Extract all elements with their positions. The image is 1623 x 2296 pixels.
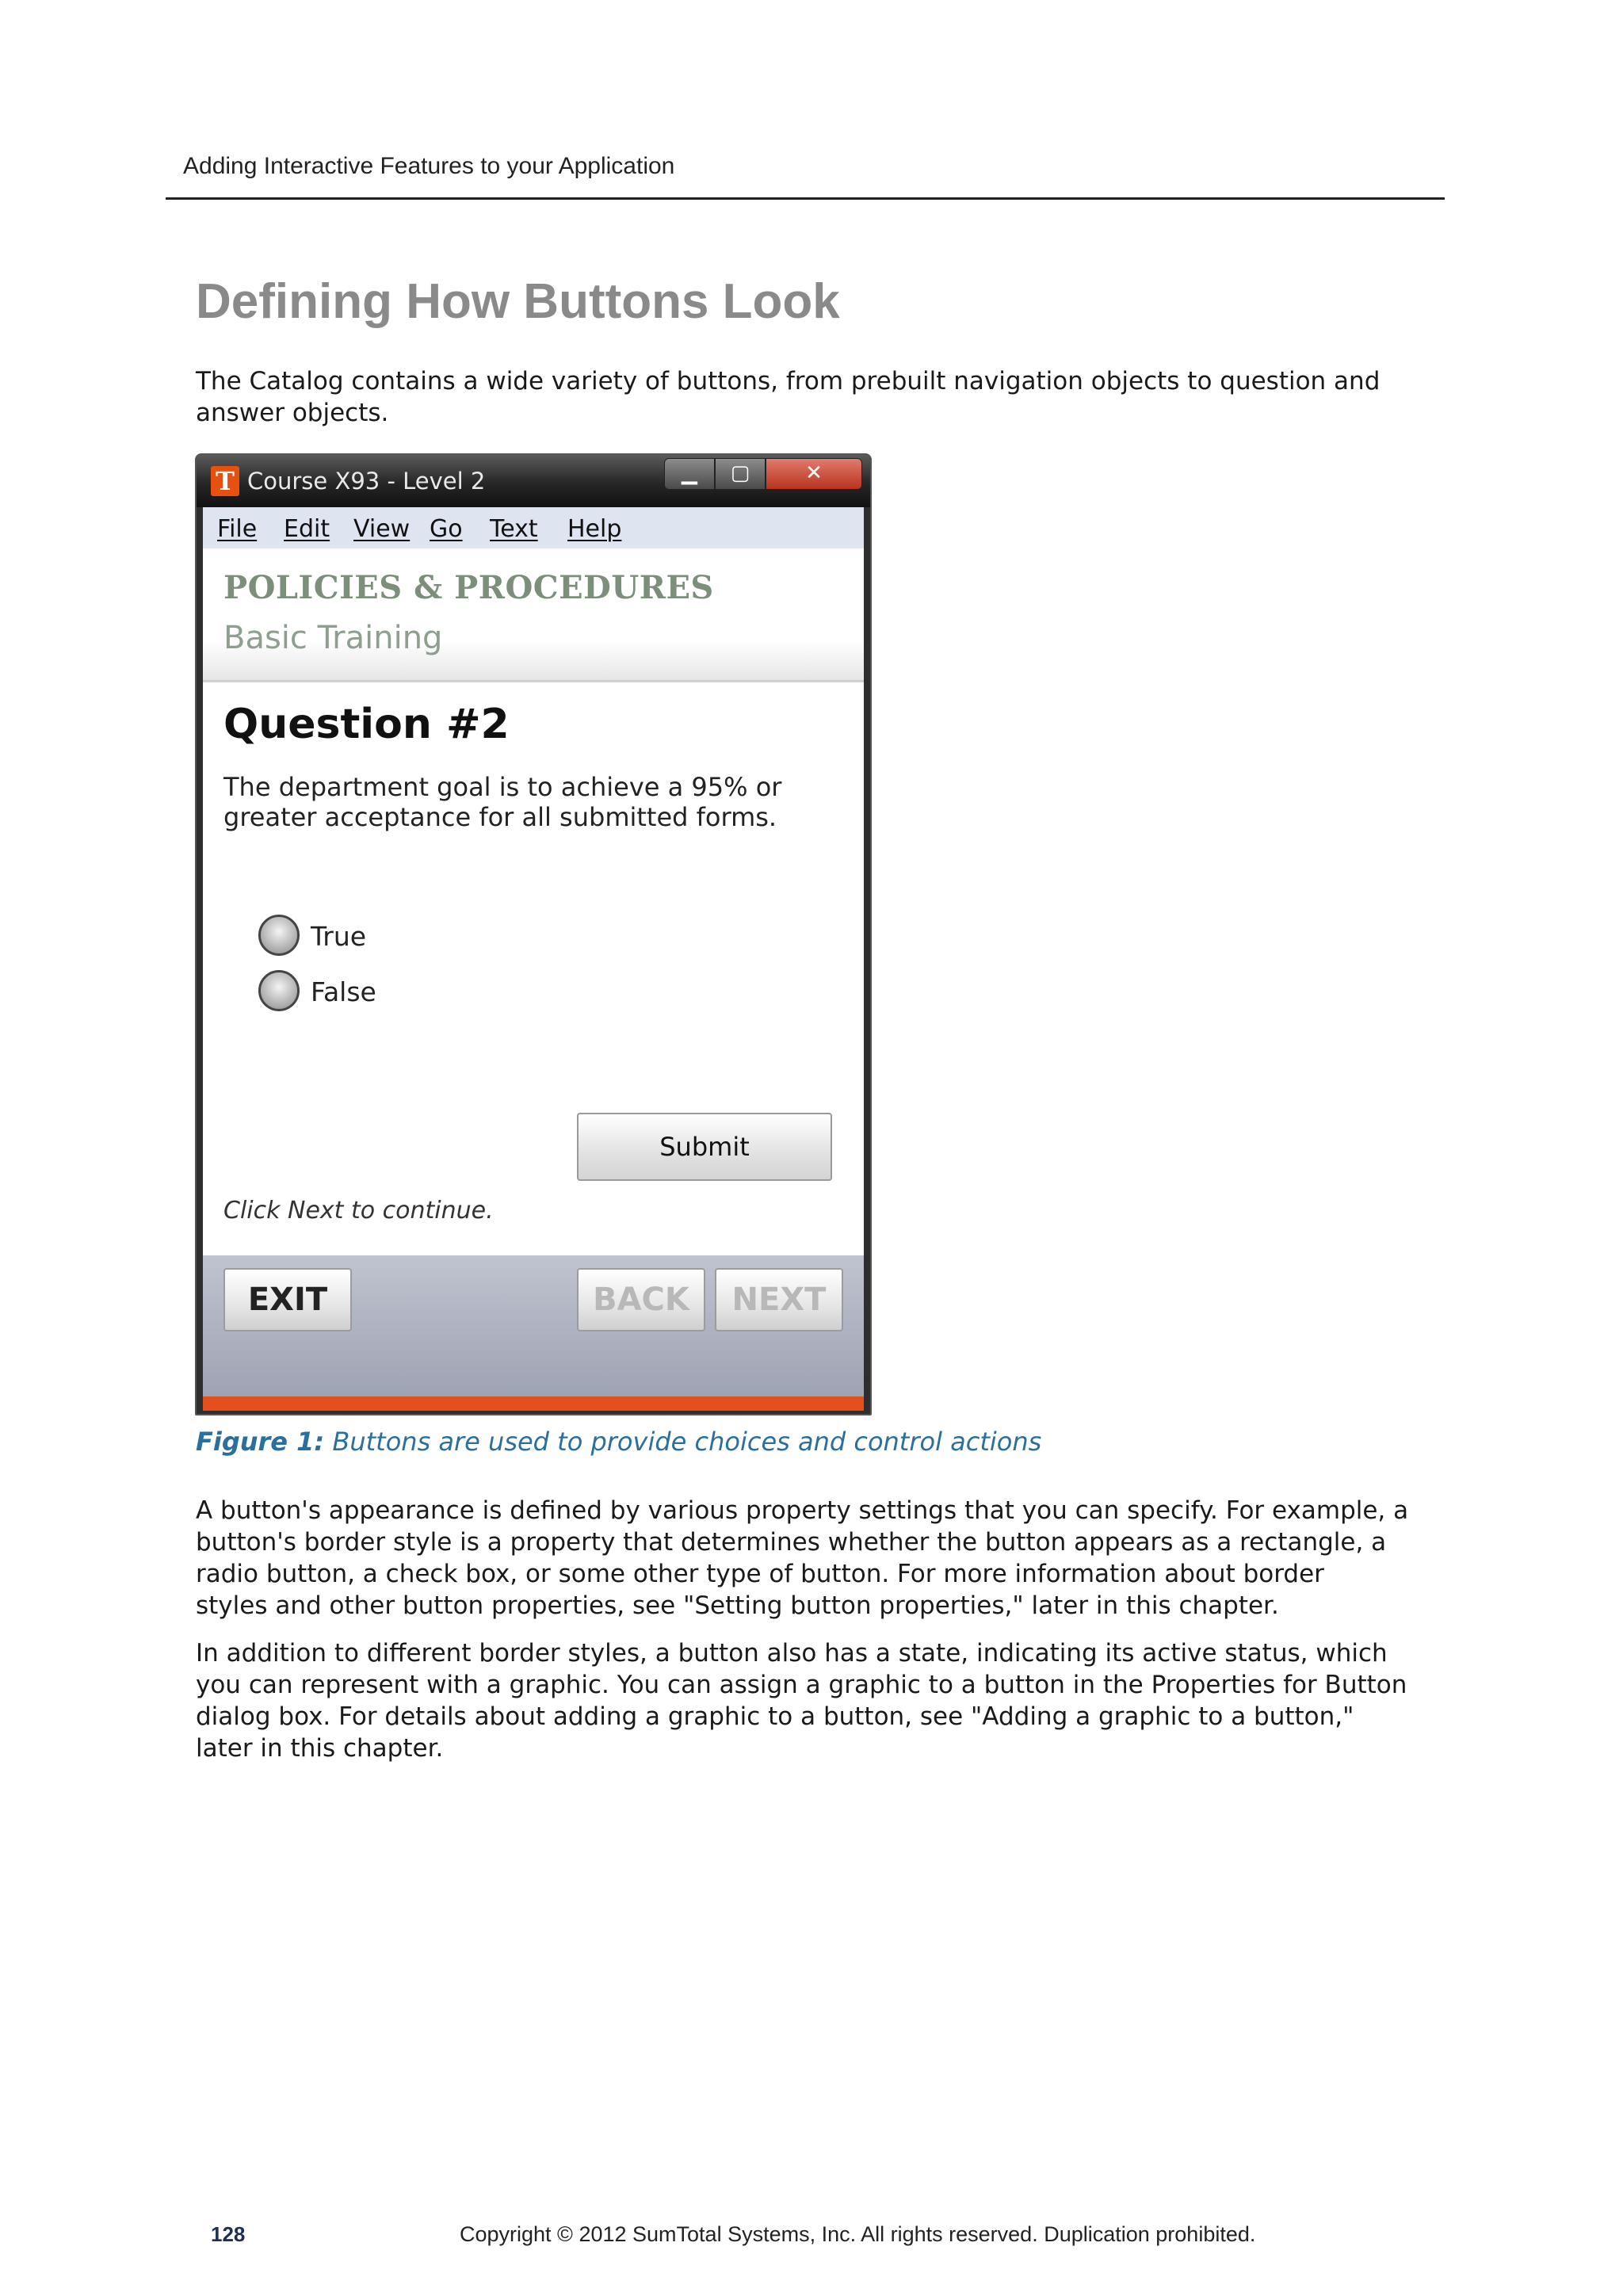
paragraph-line: styles and other button properties, see "Setting button properties," later in this chapter. xyxy=(196,1591,1279,1620)
question-line: The department goal is to achieve a 95% or xyxy=(223,772,782,802)
banner-subtitle: Basic Training xyxy=(223,620,443,656)
menu-text[interactable]: Text xyxy=(490,515,538,543)
window-client-area xyxy=(203,507,864,1411)
paragraph-line: later in this chapter. xyxy=(196,1734,444,1763)
option-label: False xyxy=(311,976,376,1007)
window-titlebar[interactable] xyxy=(197,455,870,507)
question-text xyxy=(223,772,842,832)
paragraph-line: button's border style is a property that determines whether the button appears as a rectangle, a xyxy=(196,1528,1387,1557)
menu-help[interactable]: Help xyxy=(567,515,622,543)
app-logo-icon: T xyxy=(211,466,239,496)
menu-edit[interactable]: Edit xyxy=(284,515,330,543)
header-rule xyxy=(166,197,1445,200)
exit-button[interactable]: EXIT xyxy=(223,1268,352,1331)
figure-caption-text: Buttons are used to provide choices and control actions xyxy=(332,1427,1042,1457)
minimize-icon[interactable]: ▁ xyxy=(664,458,715,490)
paragraph-line: radio button, a check box, or some other type of button. For more information about border xyxy=(196,1560,1324,1588)
accent-strip xyxy=(203,1396,864,1411)
option-label: True xyxy=(311,921,367,952)
menu-view[interactable]: View xyxy=(353,515,411,543)
section-title: Defining How Buttons Look xyxy=(196,274,840,329)
banner-title: POLICIES & PROCEDURES xyxy=(223,569,714,606)
paragraph-line: dialog box. For details about adding a graphic to a button, see "Adding a graphic to a button," xyxy=(196,1702,1354,1731)
window-title: Course X93 - Level 2 xyxy=(247,468,486,495)
continue-hint: Click Next to continue. xyxy=(223,1197,494,1224)
question-title: Question #2 xyxy=(223,701,510,748)
menu-file[interactable]: File xyxy=(217,515,258,543)
copyright-notice: Copyright © 2012 SumTotal Systems, Inc. All rights reserved. Duplication prohibited. xyxy=(460,2222,1256,2246)
paragraph-line: you can represent with a graphic. You can assign a graphic to a button in the Properties for Button xyxy=(196,1671,1407,1699)
body-paragraph-1 xyxy=(196,1495,1432,1622)
intro-line: The Catalog contains a wide variety of buttons, from prebuilt navigation objects to question and xyxy=(196,367,1381,395)
radio-button-icon[interactable] xyxy=(258,915,300,956)
paragraph-line: A button's appearance is defined by various property settings that you can specify. For example, a xyxy=(196,1496,1409,1525)
back-button[interactable]: BACK xyxy=(577,1268,705,1331)
page-number: 128 xyxy=(211,2222,246,2246)
app-window-screenshot xyxy=(195,453,872,1415)
maximize-icon[interactable]: ▢ xyxy=(715,458,766,490)
next-button[interactable]: NEXT xyxy=(715,1268,843,1331)
intro-line: answer objects. xyxy=(196,399,389,427)
figure-caption xyxy=(196,1427,1041,1457)
question-line: greater acceptance for all submitted forms. xyxy=(223,802,777,832)
submit-button[interactable]: Submit xyxy=(577,1113,832,1181)
menu-go[interactable]: Go xyxy=(430,515,463,543)
navigation-bar xyxy=(203,1255,864,1396)
paragraph-line: In addition to different border styles, a button also has a state, indicating its active status, which xyxy=(196,1639,1388,1668)
course-banner xyxy=(203,548,864,682)
running-header: Adding Interactive Features to your Application xyxy=(183,153,675,179)
close-icon[interactable]: ✕ xyxy=(766,458,862,490)
radio-button-icon[interactable] xyxy=(258,970,300,1011)
body-paragraph-2 xyxy=(196,1637,1432,1764)
intro-paragraph xyxy=(196,365,1432,429)
figure-label: Figure 1: xyxy=(196,1427,325,1457)
menu-bar xyxy=(203,507,864,548)
